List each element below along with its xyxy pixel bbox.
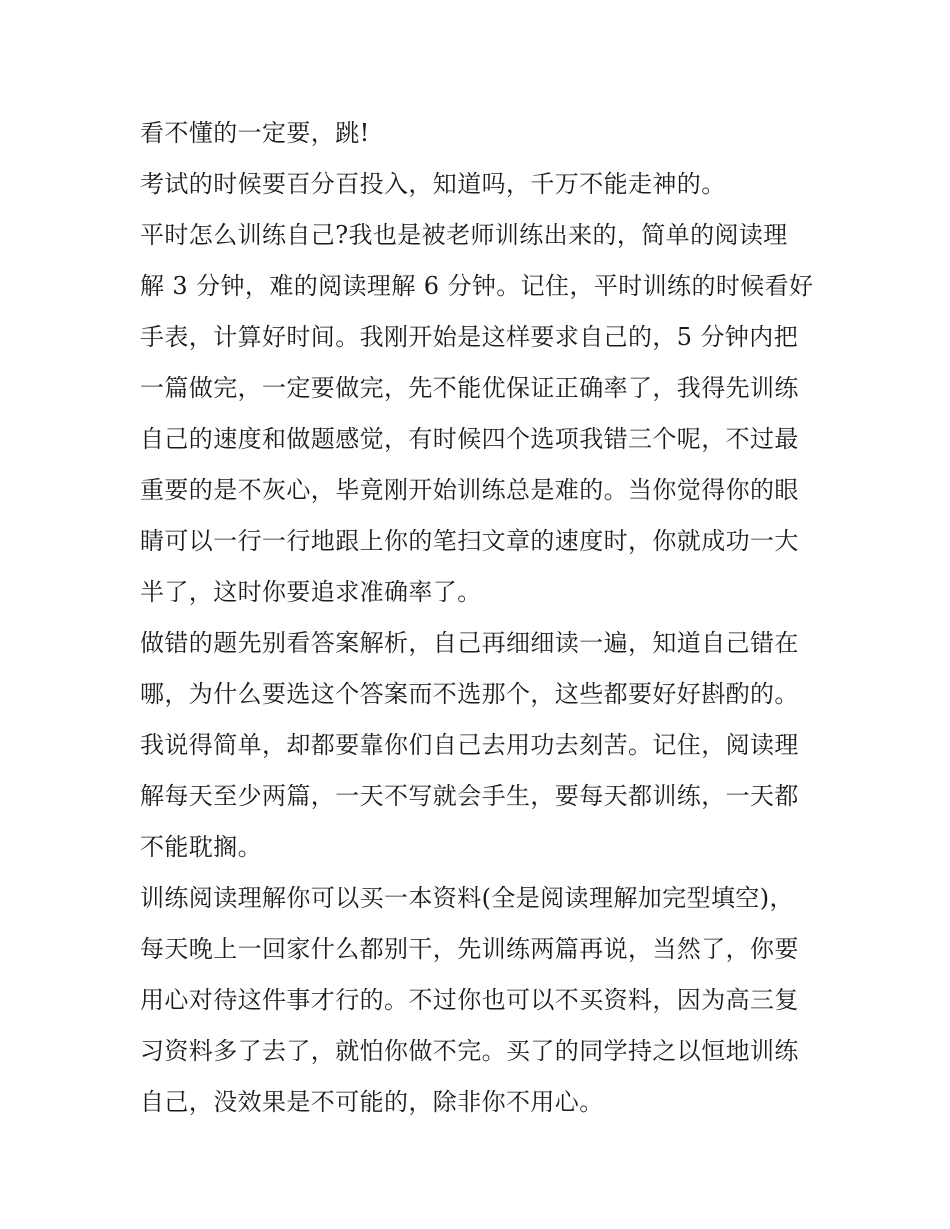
document-body bbox=[140, 108, 820, 1128]
text-line: 平时怎么训练自己?我也是被老师训练出来的，简单的阅读理 bbox=[140, 221, 788, 249]
text-line: 半了，这时你要追求准确率了。 bbox=[140, 578, 482, 606]
text-line: 不能耽搁。 bbox=[140, 833, 262, 861]
text-line: 习资料多了去了，就怕你做不完。买了的同学持之以恒地训练 bbox=[140, 1037, 799, 1065]
text-line: 自己，没效果是不可能的，除非你不用心。 bbox=[140, 1088, 604, 1116]
text-line: 做错的题先别看答案解析，自己再细细读一遍，知道自己错在 bbox=[140, 629, 799, 657]
text-line: 看不懂的一定要，跳! bbox=[140, 119, 370, 147]
paragraph bbox=[140, 159, 820, 210]
text-line: 一篇做完，一定要做完，先不能优保证正确率了，我得先训练 bbox=[140, 374, 799, 402]
paragraph bbox=[140, 618, 820, 720]
text-line: 手表，计算好时间。我刚开始是这样要求自己的，5 分钟内把 bbox=[140, 323, 799, 351]
text-line: 考试的时候要百分百投入，知道吗，千万不能走神的。 bbox=[140, 170, 726, 198]
text-line: 哪，为什么要选这个答案而不选那个，这些都要好好斟酌的。 bbox=[140, 680, 799, 708]
paragraph bbox=[140, 108, 820, 159]
text-line: 解每天至少两篇，一天不写就会手生，要每天都训练，一天都 bbox=[140, 782, 799, 810]
paragraph bbox=[140, 720, 820, 873]
text-line: 解 3 分钟，难的阅读理解 6 分钟。记住，平时训练的时候看好 bbox=[140, 272, 814, 300]
text-line: 睛可以一行一行地跟上你的笔扫文章的速度时，你就成功一大 bbox=[140, 527, 799, 555]
text-line: 重要的是不灰心，毕竟刚开始训练总是难的。当你觉得你的眼 bbox=[140, 476, 799, 504]
paragraph bbox=[140, 210, 820, 618]
text-line: 训练阅读理解你可以买一本资料(全是阅读理解加完型填空)， bbox=[140, 884, 794, 912]
text-line: 每天晚上一回家什么都别干，先训练两篇再说，当然了，你要 bbox=[140, 935, 799, 963]
paragraph bbox=[140, 873, 820, 1128]
text-line: 自己的速度和做题感觉，有时候四个选项我错三个呢，不过最 bbox=[140, 425, 799, 453]
text-line: 用心对待这件事才行的。不过你也可以不买资料，因为高三复 bbox=[140, 986, 799, 1014]
text-line: 我说得简单，却都要靠你们自己去用功去刻苦。记住，阅读理 bbox=[140, 731, 799, 759]
